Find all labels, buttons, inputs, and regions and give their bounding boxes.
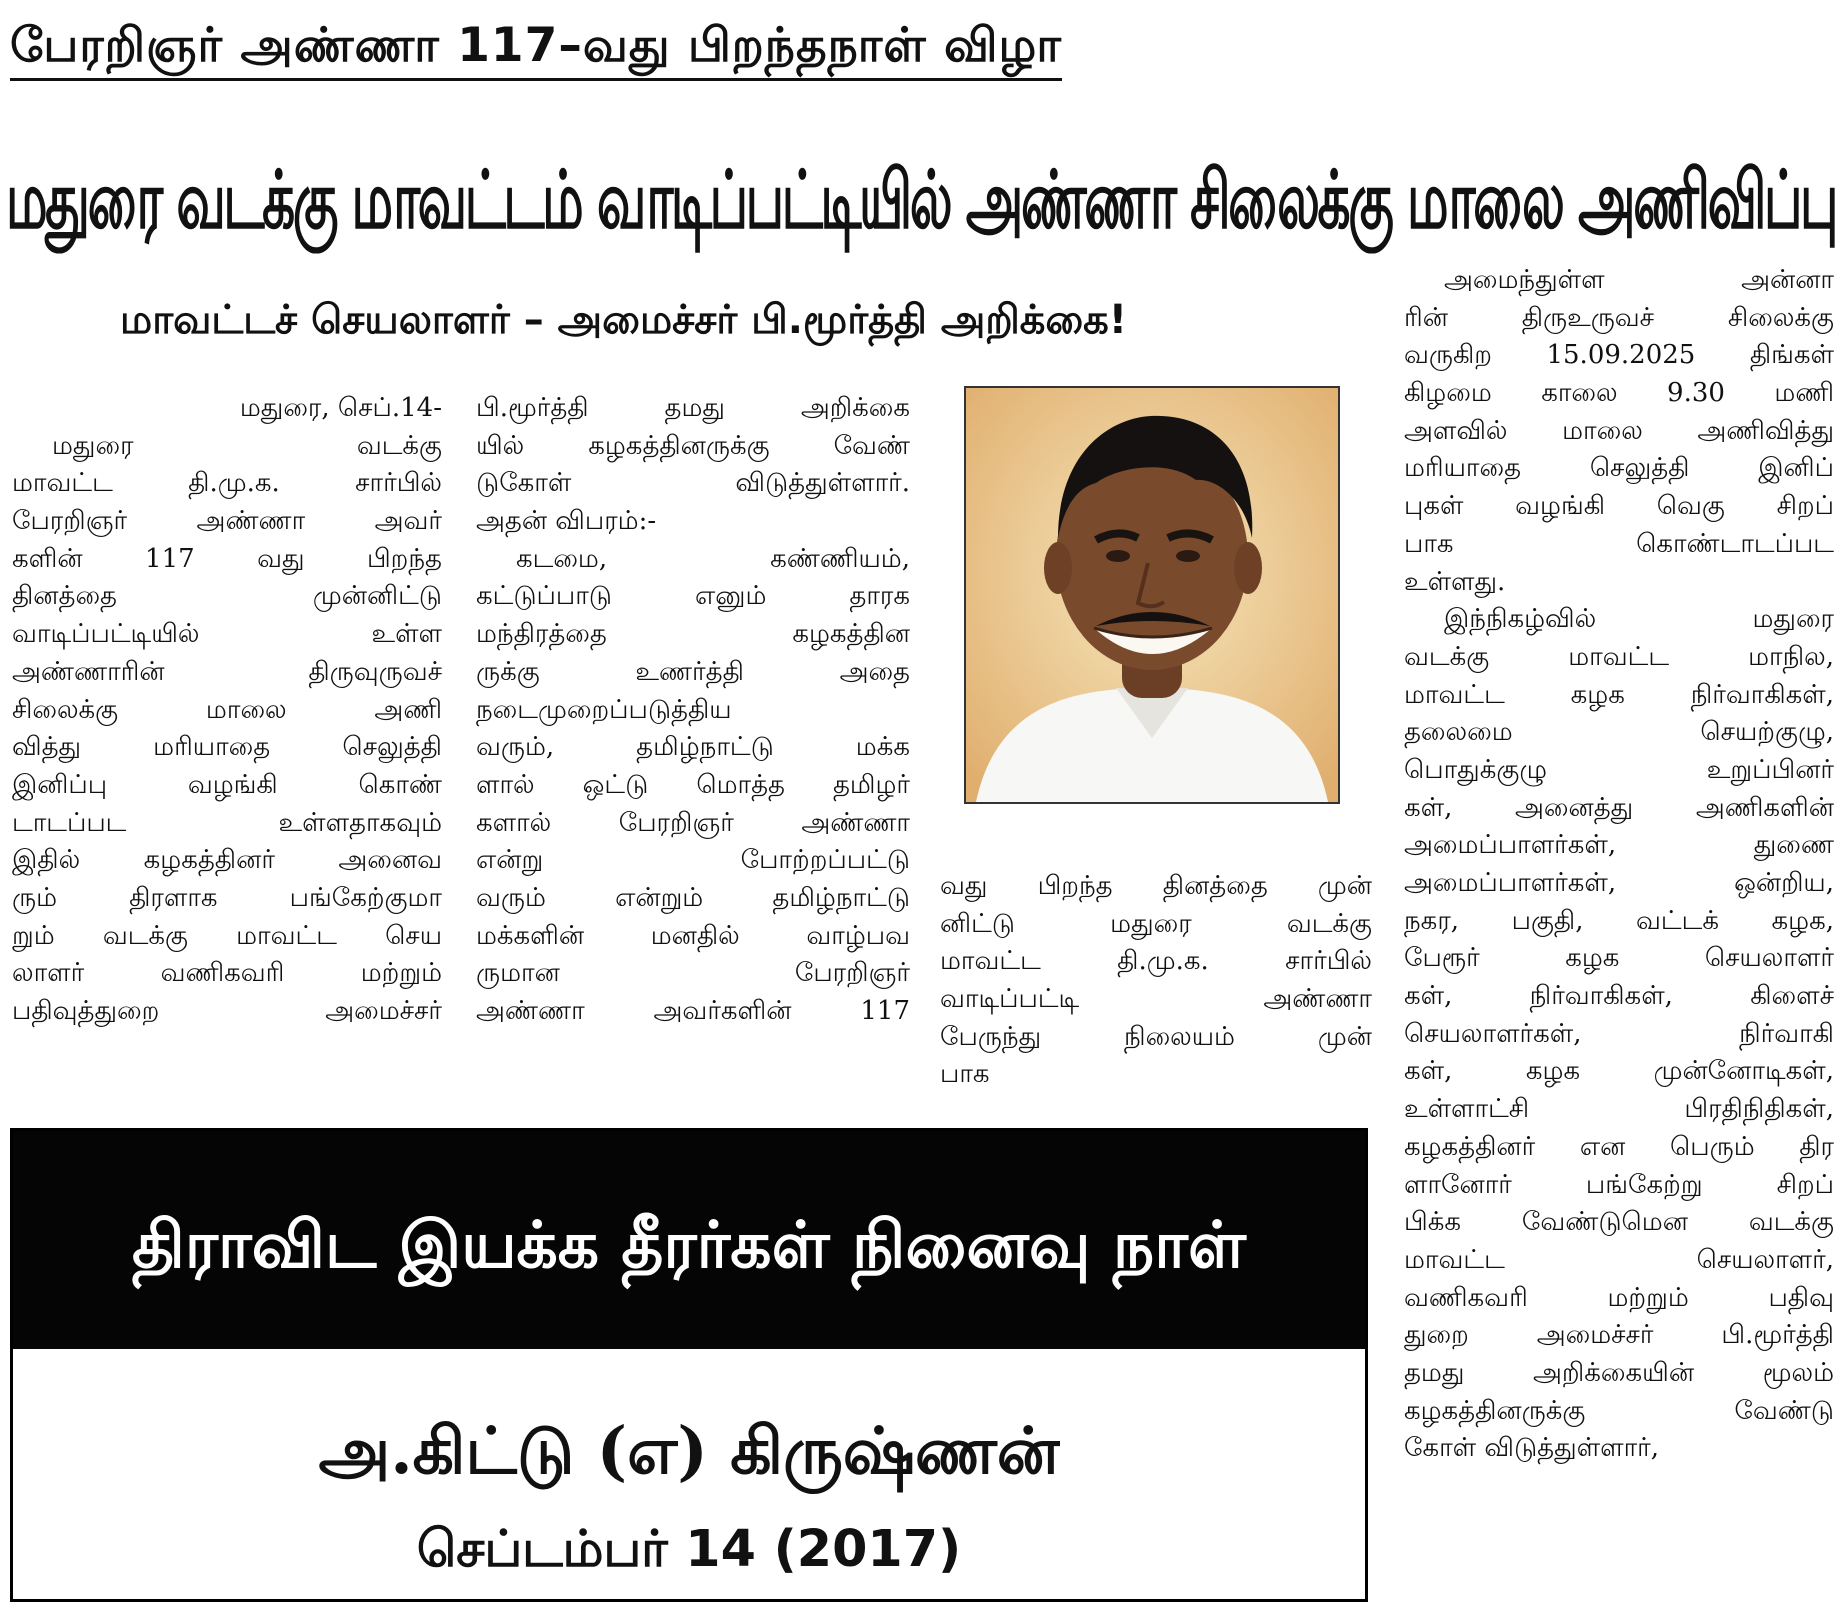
column-line: மந்திரத்தை கழகத்தின — [476, 619, 910, 650]
column-line: கள், அனைத்து அணிகளின் — [1404, 792, 1834, 823]
column-line: உள்ளது. — [1404, 566, 1506, 597]
column-line: மாவட்ட தி.மு.க. சார்பில் — [12, 468, 442, 499]
column-line: ரின் திருஉருவச் சிலைக்கு — [1404, 302, 1834, 333]
column-line: கடமை, கண்ணியம், — [516, 543, 910, 574]
column-line: வாடிப்பட்டியில் உள்ள — [12, 619, 442, 650]
article-column-3 — [940, 868, 1372, 1094]
column-line: அளவில் மாலை அணிவித்து — [1404, 415, 1834, 446]
column-line: யில் கழகத்தினருக்கு வேண் — [476, 430, 910, 461]
column-line: கோள் விடுத்துள்ளார், — [1404, 1433, 1660, 1464]
column-line: இனிப்பு வழங்கி கொண் — [12, 769, 442, 800]
column-line: பதிவுத்துறை அமைச்சர் — [12, 996, 442, 1026]
column-line: வருகிற 15.09.2025 திங்கள் — [1404, 340, 1834, 371]
column-line: அதன் விபரம்:- — [476, 506, 657, 537]
column-line: றும் வடக்கு மாவட்ட செய — [12, 920, 442, 951]
column-line: மதுரை வடக்கு — [52, 430, 442, 461]
column-line: வடக்கு மாவட்ட மாநில, — [1404, 641, 1834, 672]
column-line: வது பிறந்த தினத்தை முன் — [940, 871, 1372, 901]
column-line: வணிகவரி மற்றும் பதிவு — [1404, 1282, 1834, 1313]
column-line: சிலைக்கு மாலை அணி — [12, 694, 442, 725]
column-line: கள், கழக முன்னோடிகள், — [1404, 1056, 1834, 1087]
column-line: கட்டுப்பாடு எனும் தாரக — [476, 581, 910, 612]
column-line: கழகத்தினர் என பெரும் திர — [1404, 1131, 1834, 1162]
column-line: கள், நிர்வாகிகள், கிளைச் — [1404, 981, 1834, 1012]
column-line: கழகத்தினருக்கு வேண்டு — [1404, 1395, 1834, 1426]
column-line: பிக்க வேண்டுமென வடக்கு — [1404, 1207, 1834, 1238]
column-line: தமது அறிக்கையின் மூலம் — [1404, 1357, 1834, 1388]
column-line: மாவட்ட தி.மு.க. சார்பில் — [940, 946, 1372, 977]
column-line: வரும், தமிழ்நாட்டு மக்க — [476, 732, 910, 763]
column-line: நகர, பகுதி, வட்டக் கழக, — [1404, 905, 1834, 936]
portrait-photo — [964, 386, 1340, 804]
column-line: கிழமை காலை 9.30 மணி — [1404, 378, 1834, 409]
column-line: னிட்டு மதுரை வடக்கு — [940, 908, 1372, 939]
column-line: ளால் ஒட்டு மொத்த தமிழர் — [476, 769, 910, 800]
column-line: உள்ளாட்சி பிரதிநிதிகள், — [1404, 1094, 1834, 1125]
memorial-name: அ.கிட்டு (எ) கிருஷ்ணன் — [318, 1414, 1060, 1489]
column-line: பி.மூர்த்தி தமது அறிக்கை — [476, 393, 910, 423]
column-line: டுகோள் விடுத்துள்ளார். — [476, 468, 910, 499]
column-line: புகள் வழங்கி வெகு சிறப் — [1404, 491, 1834, 522]
column-line: பேரூர் கழக செயலாளர் — [1404, 943, 1834, 974]
column-line: இந்நிகழ்வில் மதுரை — [1444, 604, 1834, 635]
portrait-illustration — [966, 388, 1338, 802]
column-line: மரியாதை செலுத்தி இனிப் — [1404, 453, 1834, 484]
column-line: வரும் என்றும் தமிழ்நாட்டு — [476, 882, 910, 913]
memorial-date: செப்டம்பர் 14 (2017) — [416, 1519, 962, 1578]
column-line: செயலாளர்கள், நிர்வாகி — [1404, 1018, 1834, 1049]
memorial-banner — [13, 1131, 1365, 1349]
column-line: அமைப்பாளர்கள், துணை — [1404, 830, 1834, 861]
dateline: மதுரை, செப்.14- — [239, 393, 442, 423]
article-column-4 — [1404, 262, 1834, 1468]
column-line: களின் 117 வது பிறந்த — [12, 543, 442, 574]
column-line: பேருந்து நிலையம் முன் — [940, 1021, 1372, 1052]
kicker-headline: பேரறிஞர் அண்ணா 117–வது பிறந்தநாள் விழா — [10, 16, 1062, 81]
memorial-notice — [10, 1128, 1368, 1602]
column-line: டாடப்பட உள்ளதாகவும் — [12, 807, 442, 838]
column-line: ருமான பேரறிஞர் — [476, 958, 910, 989]
column-line: பாக — [940, 1059, 990, 1090]
column-line: தினத்தை முன்னிட்டு — [12, 581, 442, 612]
column-line: பாக கொண்டாடப்பட — [1404, 528, 1834, 559]
column-line: அமைந்துள்ள அன்னா — [1444, 265, 1834, 295]
column-line: துறை அமைச்சர் பி.மூர்த்தி — [1404, 1320, 1834, 1351]
column-line: மாவட்ட கழக நிர்வாகிகள், — [1404, 679, 1834, 710]
column-line: வாடிப்பட்டி அண்ணா — [940, 984, 1372, 1015]
column-line: தலைமை செயற்குழு, — [1404, 717, 1834, 748]
column-line: இதில் கழகத்தினர் அனைவ — [12, 845, 442, 876]
column-line: நடைமுறைப்படுத்திய — [476, 694, 732, 725]
column-line: ரும் திரளாக பங்கேற்குமா — [12, 882, 442, 913]
column-line: லாளர் வணிகவரி மற்றும் — [12, 958, 442, 989]
column-line: மக்களின் மனதில் வாழ்பவ — [476, 920, 910, 951]
subheadline: மாவட்டச் செயலாளர் – அமைச்சர் பி.மூர்த்தி அறிக்கை! — [120, 297, 1128, 343]
column-line: என்று போற்றப்பட்டு — [476, 845, 910, 876]
memorial-title: திராவிட இயக்க தீரர்கள் நினைவு நாள் — [131, 1208, 1247, 1283]
main-headline: மதுரை வடக்கு மாவட்டம் வாடிப்பட்டியில் அண்ணா சிலைக்கு மாலை அணிவிப்பு — [6, 154, 1837, 248]
column-line: பொதுக்குழு உறுப்பினர் — [1404, 754, 1834, 785]
article-column-2 — [476, 390, 910, 1031]
column-line: வித்து மரியாதை செலுத்தி — [12, 732, 442, 763]
column-line: அமைப்பாளர்கள், ஒன்றிய, — [1404, 868, 1834, 898]
column-line: ளானோர் பங்கேற்று சிறப் — [1404, 1169, 1834, 1200]
article-column-1 — [12, 390, 442, 1031]
column-line: ருக்கு உணர்த்தி அதை — [476, 656, 910, 687]
column-line: களால் பேரறிஞர் அண்ணா — [476, 807, 910, 838]
column-line: அண்ணா அவர்களின் 117 — [476, 996, 910, 1026]
column-line: பேரறிஞர் அண்ணா அவர் — [12, 506, 442, 537]
column-line: மாவட்ட செயலாளர், — [1404, 1244, 1834, 1275]
column-line: அண்ணாரின் திருவுருவச் — [12, 656, 442, 687]
